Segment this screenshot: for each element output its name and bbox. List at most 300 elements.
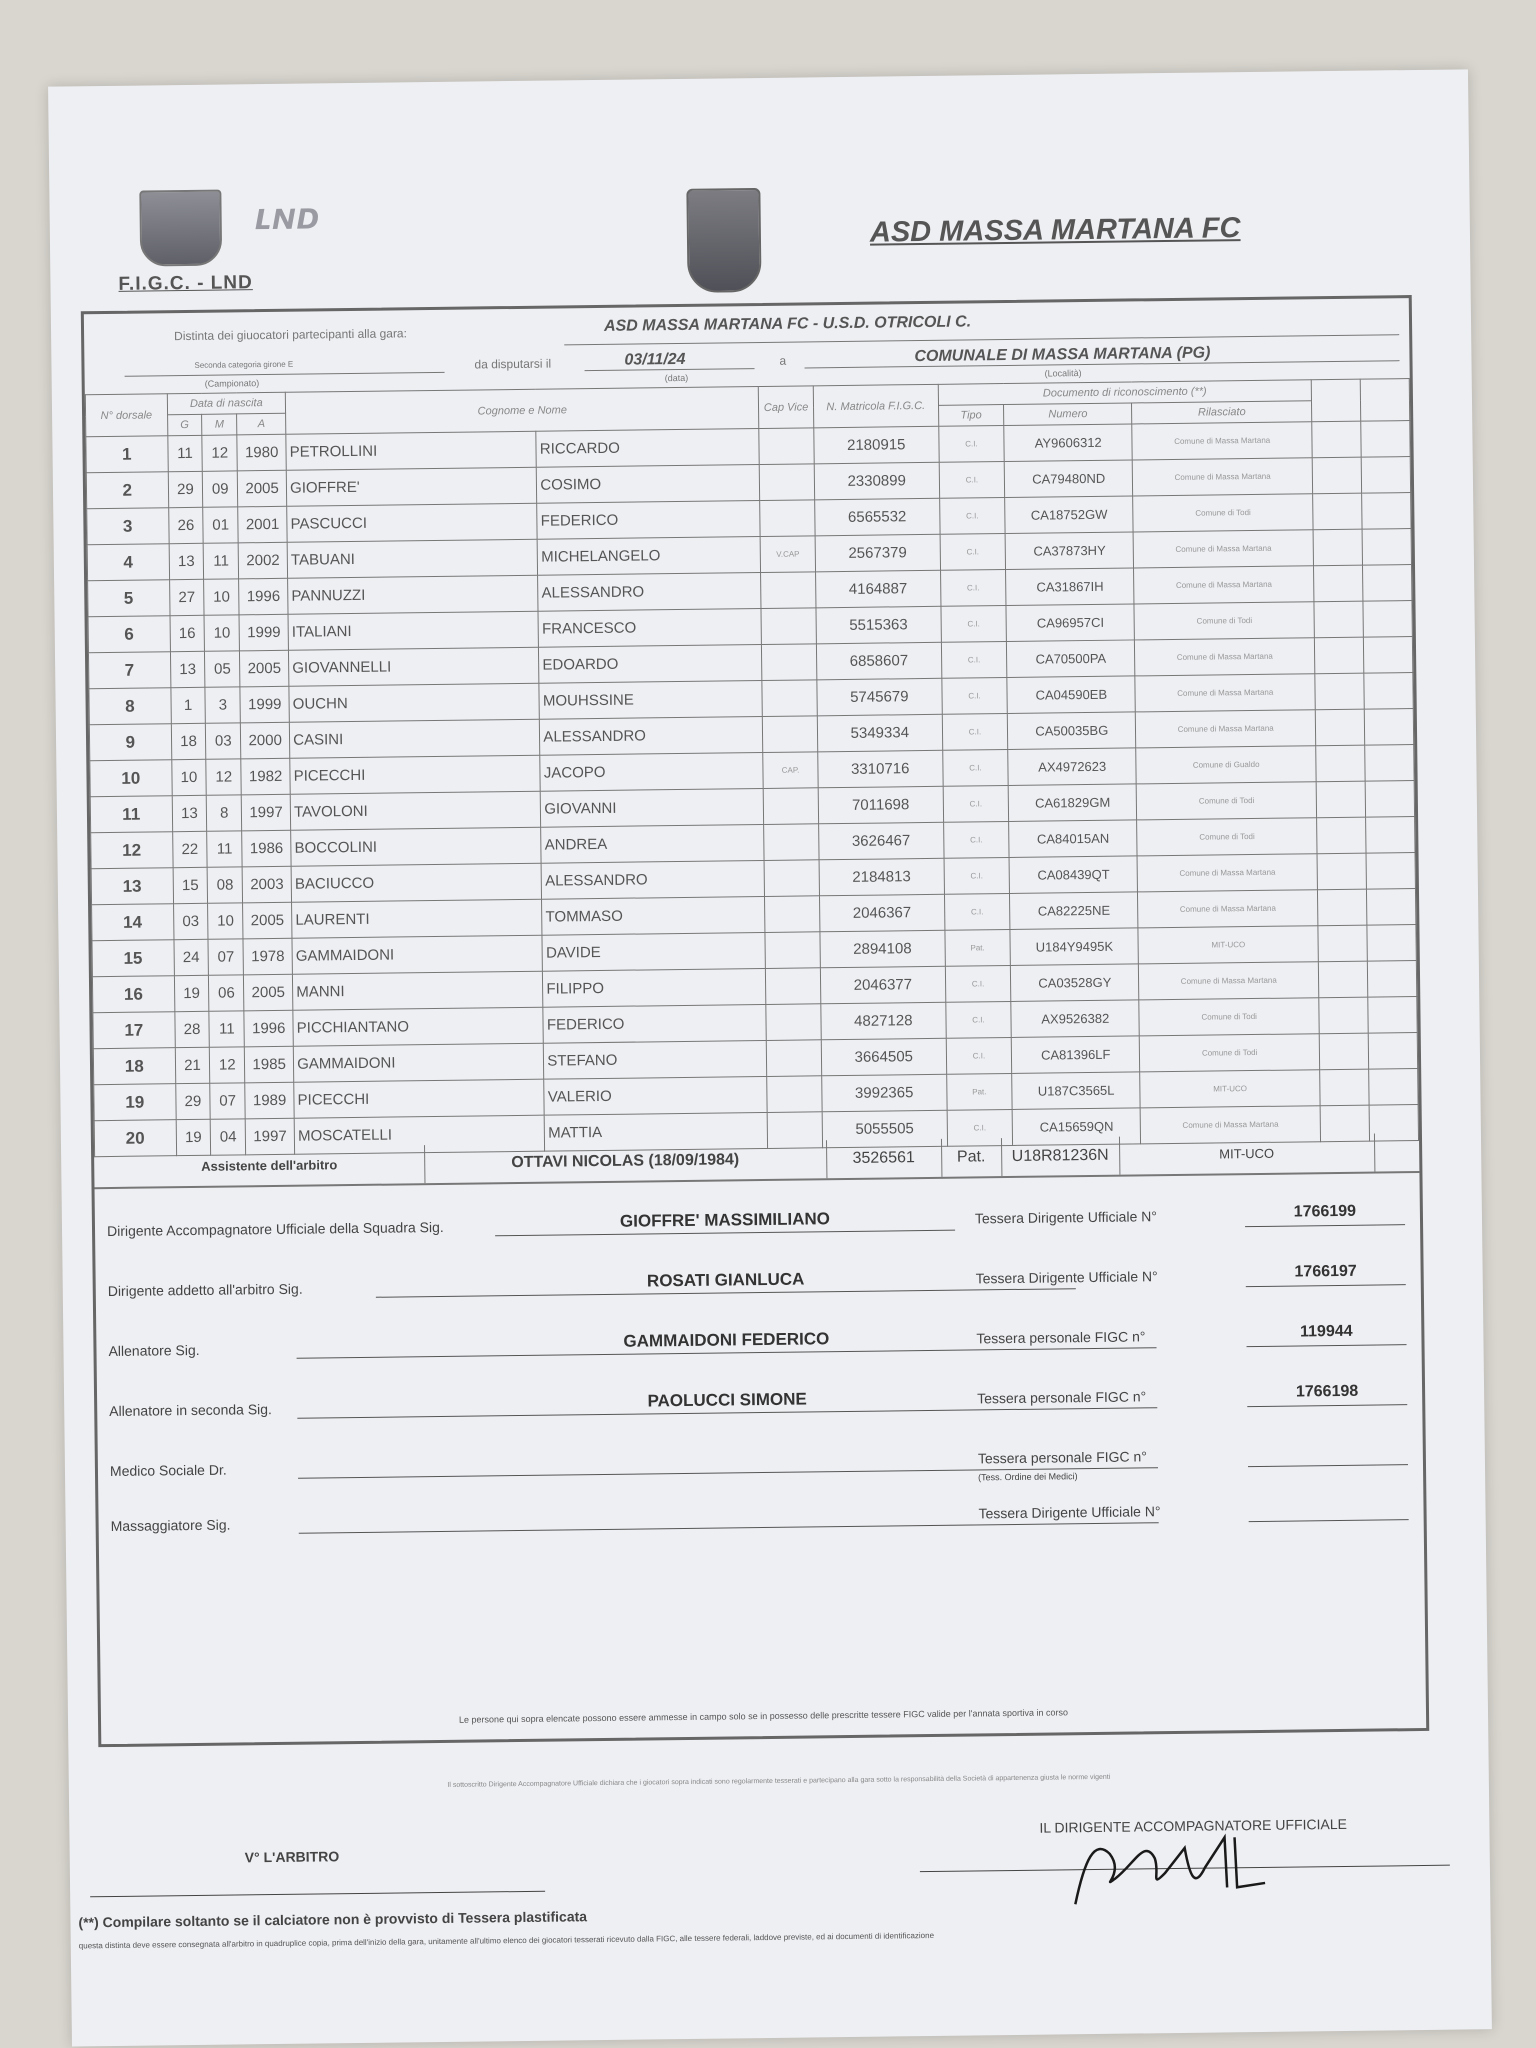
birth-year-cell: 2001 [238, 506, 287, 543]
birth-month-cell: 12 [210, 1047, 245, 1083]
extra-cell [1363, 601, 1412, 638]
extra-cell [1314, 637, 1363, 674]
doc-number-cell: CA15659QN [1012, 1108, 1141, 1146]
surname-cell: PICCHIANTANO [293, 1007, 544, 1046]
doc-number-cell: AY9606312 [1004, 424, 1133, 462]
birth-year-cell: 1989 [245, 1082, 294, 1119]
col-cap: Cap Vice [759, 386, 814, 429]
matricola-cell: 5349334 [817, 714, 943, 752]
birth-month-cell: 8 [207, 795, 242, 831]
col-rilasciato: Rilasciato [1132, 401, 1312, 424]
col-data-nascita: Data di nascita [167, 392, 286, 414]
birth-year-cell: 2000 [241, 722, 290, 759]
doc-type-cell: Pat. [947, 1073, 1013, 1110]
extra-cell [1364, 673, 1413, 710]
firstname-cell: COSIMO [537, 465, 760, 504]
extra-cell [1317, 853, 1366, 890]
assistant-name: OTTAVI NICOLAS (18/09/1984) [424, 1140, 827, 1183]
doc-number-cell: AX9526382 [1011, 1000, 1140, 1038]
matricola-cell: 2567379 [815, 534, 941, 572]
matricola-cell: 5515363 [816, 606, 942, 644]
birth-day-cell: 13 [170, 651, 205, 687]
extra-cell [1365, 781, 1414, 818]
surname-cell: GAMMAIDONI [292, 935, 543, 974]
doc-number-cell: CA96957CI [1006, 604, 1135, 642]
birth-month-cell: 10 [204, 615, 239, 651]
extra-cell [1367, 961, 1416, 998]
firstname-cell: ALESSANDRO [540, 716, 763, 755]
col-dorsale: N° dorsale [85, 394, 167, 437]
assistant-rilasciato: MIT-UCO [1119, 1134, 1375, 1175]
firstname-cell: MICHELANGELO [537, 537, 760, 576]
official-role: Dirigente Accompagnatore Ufficiale della Squadra Sig. [106, 1218, 444, 1240]
surname-cell: PETROLLINI [286, 431, 537, 470]
official-card-sub: (Tess. Ordine dei Medici) [978, 1471, 1078, 1483]
matricola-cell: 2894108 [820, 930, 946, 968]
assistant-matricola: 3526561 [826, 1139, 942, 1178]
main-form [81, 295, 1429, 1747]
players-table [85, 378, 1419, 1157]
extra-cell [1362, 493, 1411, 530]
footnote: (**) Compilare soltanto se il calciatore non è provvisto di Tessera plastificata [78, 1908, 588, 1931]
issuer-cell: MIT-UCO [1140, 1070, 1320, 1108]
birth-day-cell: 27 [169, 579, 204, 615]
birth-day-cell: 19 [174, 975, 209, 1011]
date-label: da disputarsi il [474, 356, 552, 372]
matricola-cell: 2046377 [820, 966, 946, 1004]
doc-number-cell: CA04590EB [1007, 676, 1136, 714]
dorsale-cell: 16 [92, 976, 174, 1013]
birth-month-cell: 11 [204, 543, 239, 579]
firstname-cell: MATTIA [544, 1112, 767, 1151]
dorsale-cell: 14 [92, 904, 174, 941]
doc-number-cell: CA08439QT [1009, 856, 1138, 894]
official-card-label: Tessera Dirigente Ufficiale N° [974, 1208, 1158, 1227]
birth-year-cell: 2003 [242, 866, 291, 903]
captain-cell [762, 644, 817, 681]
surname-cell: LAURENTI [292, 899, 543, 938]
matricola-cell: 6565532 [814, 498, 940, 536]
extra-cell [1368, 1033, 1417, 1070]
dorsale-cell: 4 [87, 544, 169, 581]
official-role: Dirigente addetto all'arbitro Sig. [107, 1280, 303, 1300]
firstname-cell: ALESSANDRO [538, 573, 761, 612]
firstname-cell: ANDREA [541, 824, 764, 863]
col-numero: Numero [1004, 403, 1133, 426]
issuer-cell: Comune di Massa Martana [1138, 890, 1318, 928]
issuer-cell: Comune di Todi [1133, 494, 1313, 532]
dorsale-cell: 9 [89, 724, 171, 761]
birth-month-cell: 03 [206, 723, 241, 759]
firstname-cell: RICCARDO [536, 429, 759, 468]
captain-cell [764, 788, 819, 825]
birth-month-cell: 09 [203, 471, 238, 507]
extra-cell [1362, 529, 1411, 566]
doc-type-cell: C.I. [944, 893, 1010, 930]
venue: COMUNALE DI MASSA MARTANA (PG) [914, 344, 1211, 366]
birth-year-cell: 1999 [240, 686, 289, 723]
issuer-cell: Comune di Massa Martana [1134, 566, 1314, 604]
dorsale-cell: 3 [87, 508, 169, 545]
assistant-doc: U18R81236N [1001, 1137, 1120, 1176]
surname-cell: OUCHN [289, 683, 540, 722]
official-name: ROSATI GIANLUCA [376, 1266, 1076, 1298]
firstname-cell: FEDERICO [537, 501, 760, 540]
matricola-cell: 4164887 [815, 570, 941, 608]
matricola-cell: 7011698 [818, 786, 944, 824]
matricola-cell: 3626467 [818, 822, 944, 860]
dorsale-cell: 11 [90, 796, 172, 833]
birth-day-cell: 13 [169, 543, 204, 579]
lnd-logo: ʟɴᴅ [254, 195, 320, 239]
doc-number-cell: CA79480ND [1004, 460, 1133, 498]
figc-shield-logo [139, 190, 222, 267]
firstname-cell: FRANCESCO [538, 608, 761, 647]
firstname-cell: EDOARDO [539, 644, 762, 683]
doc-number-cell: CA50035BG [1007, 712, 1136, 750]
birth-day-cell: 22 [172, 831, 207, 867]
issuer-cell: Comune di Massa Martana [1136, 710, 1316, 748]
doc-number-cell: CA81396LF [1011, 1036, 1140, 1074]
firstname-cell: TOMMASO [542, 896, 765, 935]
firstname-cell: JACOPO [540, 752, 763, 791]
doc-number-cell: CA84015AN [1009, 820, 1138, 858]
birth-month-cell: 12 [202, 435, 237, 471]
dorsale-cell: 20 [94, 1120, 176, 1157]
dorsale-cell: 5 [88, 580, 170, 617]
birth-month-cell: 04 [211, 1119, 246, 1155]
doc-number-cell: U187C3565L [1012, 1072, 1141, 1110]
birth-month-cell: 01 [203, 507, 238, 543]
dorsale-cell: 10 [90, 760, 172, 797]
col-documento: Documento di riconoscimento (**) [938, 380, 1311, 406]
extra-cell [1366, 853, 1415, 890]
birth-month-cell: 12 [206, 759, 241, 795]
firstname-cell: ALESSANDRO [541, 860, 764, 899]
captain-cell [767, 1076, 822, 1113]
birth-month-cell: 10 [208, 903, 243, 939]
surname-cell: GIOFFRE' [286, 467, 537, 506]
dorsale-cell: 6 [88, 616, 170, 653]
issuer-cell: Comune di Massa Martana [1139, 962, 1319, 1000]
extra-cell [1317, 889, 1366, 926]
dorsale-cell: 19 [94, 1084, 176, 1121]
surname-cell: PICECCHI [294, 1079, 545, 1118]
extra-cell [1319, 1033, 1368, 1070]
firstname-cell: DAVIDE [542, 932, 765, 971]
surname-cell: BACIUCCO [291, 863, 542, 902]
surname-cell: MANNI [293, 971, 544, 1010]
col-matricola: N. Matricola F.I.G.C. [813, 384, 939, 428]
birth-month-cell: 07 [208, 939, 243, 975]
extra-cell [1368, 997, 1417, 1034]
birth-day-cell: 28 [174, 1011, 209, 1047]
matricola-cell: 3664505 [821, 1038, 947, 1076]
issuer-cell: Comune di Massa Martana [1134, 530, 1314, 568]
campionato-label: (Campionato) [204, 378, 260, 389]
issuer-cell: Comune di Massa Martana [1135, 638, 1315, 676]
captain-cell [766, 1004, 821, 1041]
birth-month-cell: 07 [210, 1083, 245, 1119]
captain-cell [766, 968, 821, 1005]
surname-cell: BOCCOLINI [291, 827, 542, 866]
firstname-cell: FILIPPO [543, 968, 766, 1007]
doc-number-cell: CA31867IH [1006, 568, 1135, 606]
birth-year-cell: 2005 [237, 470, 286, 507]
issuer-cell: Comune di Todi [1140, 1034, 1320, 1072]
birth-day-cell: 29 [168, 471, 203, 507]
matricola-cell: 2180915 [814, 426, 940, 464]
assistant-label: Assistente dell'arbitro [114, 1145, 425, 1187]
official-card-number: 119944 [1246, 1322, 1406, 1347]
birth-year-cell: 2005 [240, 650, 289, 687]
firstname-cell: GIOVANNI [541, 788, 764, 827]
doc-number-cell: CA03528GY [1010, 964, 1139, 1002]
official-name: GIOFFRE' MASSIMILIANO [495, 1208, 955, 1237]
manager-label: IL DIRIGENTE ACCOMPAGNATORE UFFICIALE [1039, 1815, 1348, 1836]
birth-day-cell: 1 [170, 687, 205, 723]
doc-type-cell: C.I. [941, 606, 1007, 643]
birth-year-cell: 1996 [239, 578, 288, 615]
extra-cell [1367, 925, 1416, 962]
assistant-tipo: Pat. [941, 1138, 1002, 1177]
surname-cell: PASCUCCI [287, 503, 538, 542]
extra-cell [1363, 637, 1412, 674]
extra-cell [1315, 673, 1364, 710]
captain-cell [764, 824, 819, 861]
birth-year-cell: 1980 [237, 434, 286, 471]
extra-cell [1365, 745, 1414, 782]
surname-cell: TAVOLONI [290, 791, 541, 830]
col-a: A [237, 413, 286, 435]
doc-number-cell: CA37873HY [1005, 532, 1134, 570]
captain-cell [759, 428, 814, 465]
club-title: ASD MASSA MARTANA FC [869, 212, 1241, 249]
col-tipo: Tipo [938, 405, 1004, 427]
extra-cell [1366, 817, 1415, 854]
doc-type-cell: C.I. [946, 1001, 1012, 1038]
captain-cell [762, 680, 817, 717]
doc-type-cell: C.I. [945, 965, 1011, 1002]
issuer-cell: Comune di Massa Martana [1141, 1106, 1321, 1144]
matricola-cell: 6858607 [816, 642, 942, 680]
extra-cell [1316, 781, 1365, 818]
official-card-label: Tessera Dirigente Ufficiale N° [975, 1268, 1158, 1287]
referee-sign-line [90, 1891, 545, 1898]
extra-cell [1319, 997, 1368, 1034]
birth-month-cell: 08 [207, 867, 242, 903]
matricola-cell: 3992365 [821, 1074, 947, 1112]
doc-number-cell: CA18752GW [1005, 496, 1134, 534]
doc-type-cell: C.I. [947, 1109, 1013, 1146]
birth-day-cell: 29 [175, 1083, 210, 1119]
dorsale-cell: 1 [86, 436, 168, 473]
firstname-cell: STEFANO [544, 1040, 767, 1079]
birth-year-cell: 1986 [242, 830, 291, 867]
birth-day-cell: 16 [170, 615, 205, 651]
captain-cell [760, 500, 815, 537]
extra-cell [1361, 457, 1410, 494]
doc-type-cell: C.I. [942, 714, 1008, 751]
extra-cell [1312, 421, 1361, 458]
col-g: G [167, 414, 202, 435]
birth-day-cell: 21 [175, 1047, 210, 1083]
birth-day-cell: 18 [171, 723, 206, 759]
birth-day-cell: 15 [173, 867, 208, 903]
issuer-cell: Comune di Todi [1137, 782, 1317, 820]
matricola-cell: 5745679 [817, 678, 943, 716]
dorsale-cell: 2 [86, 472, 168, 509]
distinta-label: Distinta dei giuocatori partecipanti alla gara: [174, 326, 407, 344]
matricola-cell: 4827128 [821, 1002, 947, 1040]
issuer-cell: Comune di Massa Martana [1133, 458, 1313, 496]
extra-cell [1313, 565, 1362, 602]
official-card-number: 1766198 [1247, 1382, 1407, 1407]
extra-cell [1369, 1069, 1418, 1106]
doc-type-cell: C.I. [939, 462, 1005, 499]
match-date: 03/11/24 [624, 350, 686, 369]
birth-year-cell: 1996 [244, 1010, 293, 1047]
category: Seconda categoria girone E [194, 359, 294, 370]
doc-type-cell: C.I. [942, 678, 1008, 715]
birth-month-cell: 06 [209, 975, 244, 1011]
matricola-cell: 5055505 [822, 1110, 948, 1148]
issuer-cell: Comune di Todi [1137, 818, 1317, 856]
col-m: M [202, 414, 237, 435]
issuer-cell: Comune di Massa Martana [1137, 854, 1317, 892]
manager-signature [1054, 1817, 1285, 1920]
birth-year-cell: 1999 [239, 614, 288, 651]
extra-cell [1317, 817, 1366, 854]
match-name: ASD MASSA MARTANA FC - U.S.D. OTRICOLI C. [603, 313, 972, 335]
birth-year-cell: 2002 [238, 542, 287, 579]
doc-type-cell: C.I. [943, 749, 1009, 786]
firstname-cell: VALERIO [544, 1076, 767, 1115]
birth-month-cell: 05 [205, 651, 240, 687]
matricola-cell: 2046367 [819, 894, 945, 932]
extra-cell [1318, 961, 1367, 998]
inside-note: Le persone qui sopra elencate possono essere ammesse in campo solo se in possesso delle prescritte tessere FIGC valide per l'annata sportiva in corso [458, 1707, 1069, 1725]
undersigned-note: Il sottoscritto Dirigente Accompagnatore Ufficiale dichiara che i giocatori sopra indicati sono regolarmente tesserati e partecipano alla gara sotto la responsabilità della Società di appartenenza giusta le norme vigenti [447, 1773, 1111, 1789]
firstname-cell: MOUHSSINE [539, 680, 762, 719]
captain-cell: CAP. [763, 752, 818, 789]
extra-cell [1320, 1069, 1369, 1106]
birth-month-cell: 11 [207, 831, 242, 867]
issuer-cell: MIT-UCO [1138, 926, 1318, 964]
captain-cell [765, 896, 820, 933]
birth-year-cell: 2005 [243, 902, 292, 939]
doc-number-cell: CA82225NE [1010, 892, 1139, 930]
issuer-cell: Comune di Massa Martana [1132, 422, 1312, 460]
doc-type-cell: C.I. [939, 426, 1005, 463]
captain-cell [764, 860, 819, 897]
doc-type-cell: C.I. [943, 785, 1009, 822]
doc-number-cell: U184Y9495K [1010, 928, 1139, 966]
at-label: a [779, 353, 787, 368]
matricola-cell: 2330899 [814, 462, 940, 500]
extra-cell [1362, 565, 1411, 602]
doc-type-cell: Pat. [945, 929, 1011, 966]
dorsale-cell: 17 [93, 1012, 175, 1049]
official-card-number [1248, 1497, 1408, 1522]
dorsale-cell: 12 [91, 832, 173, 869]
official-role: Allenatore Sig. [108, 1341, 200, 1360]
roster-sheet [48, 69, 1492, 2046]
birth-year-cell: 1982 [241, 758, 290, 795]
birth-year-cell: 1978 [243, 938, 292, 975]
surname-cell: MOSCATELLI [294, 1115, 545, 1154]
official-card-number: 1766197 [1246, 1262, 1406, 1287]
birth-year-cell: 2005 [244, 974, 293, 1011]
dorsale-cell: 13 [91, 868, 173, 905]
doc-type-cell: C.I. [940, 534, 1006, 571]
doc-number-cell: AX4972623 [1008, 748, 1137, 786]
doc-number-cell: CA61829GM [1008, 784, 1137, 822]
issuer-cell: Comune di Todi [1139, 998, 1319, 1036]
birth-month-cell: 11 [209, 1011, 244, 1047]
extra-cell [1361, 421, 1410, 458]
dorsale-cell: 8 [89, 688, 171, 725]
surname-cell: PICECCHI [290, 755, 541, 794]
issuer-cell: Comune di Gualdo [1136, 746, 1316, 784]
captain-cell [760, 464, 815, 501]
firstname-cell: FEDERICO [543, 1004, 766, 1043]
surname-cell: PANNUZZI [288, 575, 539, 614]
extra-cell [1314, 601, 1363, 638]
birth-day-cell: 10 [171, 759, 206, 795]
official-card-label: Tessera personale FIGC n° [977, 1388, 1147, 1407]
extra-cell [1364, 709, 1413, 746]
official-role: Medico Sociale Dr. [109, 1461, 227, 1480]
captain-cell [767, 1040, 822, 1077]
col-nome: Cognome e Nome [285, 387, 759, 435]
club-crest-logo [686, 188, 761, 293]
official-name: GAMMAIDONI FEDERICO [296, 1325, 1156, 1359]
surname-cell: CASINI [289, 719, 540, 758]
venue-sub: (Località) [1044, 368, 1082, 379]
dorsale-cell: 18 [93, 1048, 175, 1085]
birth-day-cell: 26 [168, 507, 203, 543]
extra-cell [1366, 889, 1415, 926]
birth-year-cell: 1997 [245, 1118, 294, 1155]
surname-cell: ITALIANI [288, 611, 539, 650]
official-card-label: Tessera personale FIGC n° [977, 1448, 1147, 1467]
extra-cell [1313, 493, 1362, 530]
doc-number-cell: CA70500PA [1006, 640, 1135, 678]
official-role: Allenatore in seconda Sig. [109, 1401, 272, 1420]
birth-day-cell: 24 [174, 939, 209, 975]
surname-cell: GAMMAIDONI [293, 1043, 544, 1082]
birth-day-cell: 03 [173, 903, 208, 939]
official-role: Massaggiatore Sig. [110, 1516, 231, 1535]
birth-day-cell: 19 [176, 1119, 211, 1155]
birth-month-cell: 10 [204, 579, 239, 615]
birth-year-cell: 1997 [241, 794, 290, 831]
doc-type-cell: C.I. [939, 498, 1005, 535]
footer-note: questa distinta deve essere consegnata all'arbitro in quadruplice copia, prima dell'inizio della gara, unitamente all'ultimo elenco dei giocatori tesserati ricevuto dalla FIGC, alle tessere federali, laddove previste, ed ai documenti di identificazione [78, 1930, 935, 1951]
surname-cell: GIOVANNELLI [289, 647, 540, 686]
matricola-cell: 3310716 [817, 750, 943, 788]
doc-type-cell: C.I. [944, 857, 1010, 894]
captain-cell [763, 716, 818, 753]
matricola-cell: 2184813 [819, 858, 945, 896]
extra-cell [1316, 745, 1365, 782]
captain-cell [761, 572, 816, 609]
extra-cell [1315, 709, 1364, 746]
captain-cell [761, 608, 816, 645]
dorsale-cell: 15 [92, 940, 174, 977]
official-card-label: Tessera personale FIGC n° [976, 1328, 1146, 1347]
